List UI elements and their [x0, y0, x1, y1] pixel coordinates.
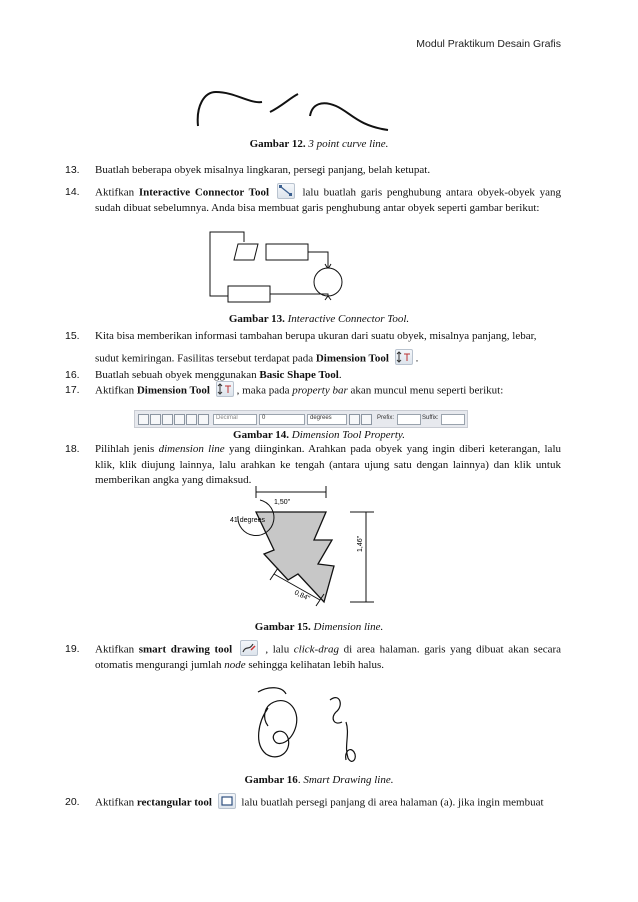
- list-item: [65, 383, 561, 399]
- item-number: 18.: [65, 443, 80, 455]
- figure-15-label: Gambar 15.: [254, 621, 311, 633]
- item-bold-text: Basic Shape Tool: [259, 369, 339, 381]
- smart-drawing-curve-4: [346, 722, 356, 761]
- lightning-shape: [256, 512, 334, 602]
- item-italic-text: click-drag: [293, 643, 339, 656]
- page-header: Modul Praktikum Desain Grafis: [416, 38, 561, 50]
- figure-14-caption: [0, 429, 638, 441]
- figure-13-label: Gambar 13.: [228, 313, 285, 325]
- auto-dimension-button[interactable]: [138, 414, 149, 425]
- list-item: [65, 329, 561, 367]
- item-text: , maka pada: [236, 384, 293, 397]
- figure-3-point-curves: [190, 86, 400, 136]
- figure-14-label: Gambar 14.: [233, 429, 290, 441]
- figure-15-text: Dimension line.: [313, 621, 384, 633]
- connector-line: [308, 252, 328, 268]
- dimension-style-value: Decimal: [216, 415, 238, 421]
- horizontal-dimension-button[interactable]: [162, 414, 173, 425]
- item-text: Buatlah sebuah obyek menggunakan: [95, 369, 260, 381]
- figure-12-label: Gambar 12.: [249, 138, 306, 150]
- dimension-line-top: [256, 486, 326, 498]
- curve-line-2: [270, 94, 298, 112]
- arrowhead: [325, 296, 331, 300]
- item-text: lalu buatlah garis penghubung antara obyek-obyek yang sudah dibuat sebelumnya. Anda bisa membuat garis penghubung antar obyek seperti gambar berikut:: [95, 186, 562, 215]
- item-text: Buatlah beberapa obyek misalnya lingkaran, persegi panjang, belah ketupat.: [95, 164, 431, 176]
- rectangle-shape-bottom: [228, 286, 270, 302]
- figure-16-text: Smart Drawing line.: [303, 774, 394, 786]
- connector-tool-icon: [277, 183, 295, 199]
- item-text: Aktifkan: [95, 796, 137, 809]
- figure-12-text: 3 point curve line.: [308, 138, 389, 150]
- dimension-label-right: 1,46": [357, 535, 364, 552]
- item-italic-text: property bar: [292, 384, 348, 397]
- item-text: Aktifkan: [95, 186, 139, 199]
- item-bold-text: Interactive Connector Tool: [138, 186, 270, 199]
- curve-line-1: [198, 92, 262, 126]
- dimension-precision-value: 0: [262, 415, 266, 421]
- item-number: 20.: [65, 796, 80, 808]
- prefix-input[interactable]: [397, 414, 421, 425]
- list-item: [65, 642, 562, 674]
- parallelogram-shape: [234, 244, 258, 260]
- suffix-label: Suffix:: [422, 415, 439, 421]
- prefix-label: Prefix:: [377, 415, 395, 421]
- dimension-tool-icon: [216, 381, 234, 397]
- rectangle-tool-icon: [218, 793, 236, 809]
- figure-13-caption: [0, 313, 638, 325]
- show-units-button[interactable]: [349, 414, 360, 425]
- item-text: .: [338, 369, 342, 381]
- connector-line: [270, 294, 328, 296]
- item-text: Aktifkan: [95, 643, 139, 656]
- figure-12-caption: [0, 138, 638, 150]
- dimension-units-value: degrees: [310, 415, 332, 421]
- item-text: di area halaman. garis yang dibuat akan secara otomatis mengurangi jumlah: [95, 643, 562, 672]
- figure-smart-drawing: [248, 682, 378, 768]
- vertical-dimension-button[interactable]: [150, 414, 161, 425]
- dimension-tool-icon: [395, 349, 413, 365]
- item-text: , lalu: [260, 643, 294, 656]
- list-item: [65, 368, 561, 384]
- item-text: Aktifkan: [95, 384, 137, 397]
- figure-16-caption: Gambar 16. Smart Drawing line.: [244, 774, 394, 786]
- item-number: 17.: [65, 384, 80, 396]
- item-number: 19.: [65, 643, 80, 655]
- item-text: lalu buatlah persegi panjang di area halaman (a). jika ingin membuat: [241, 796, 544, 809]
- rectangle-shape-right: [266, 244, 308, 260]
- slanted-dimension-button[interactable]: [174, 414, 185, 425]
- smart-drawing-curve-3: [330, 698, 342, 723]
- smart-drawing-curve-2: [258, 688, 286, 694]
- item-text: sehingga kelihatan lebih halus.: [245, 659, 385, 672]
- suffix-input[interactable]: [441, 414, 465, 425]
- circle-shape: [314, 268, 342, 296]
- dimension-style-select[interactable]: [213, 414, 257, 425]
- curve-line-3: [310, 103, 388, 130]
- figure-13-text: Interactive Connector Tool.: [287, 313, 410, 325]
- figure-15-caption: [0, 621, 638, 633]
- item-bold-text: rectangular tool: [136, 796, 212, 809]
- dimension-precision-select[interactable]: [259, 414, 305, 425]
- dimension-property-bar: [134, 410, 468, 428]
- list-item: [65, 795, 561, 811]
- callout-button[interactable]: [186, 414, 197, 425]
- item-text: yang diinginkan. Arahkan pada obyek yang ingin diberi keterangan, lalu klik, klik diujung lainnya, lalu arahkan ke tengah (antara ujung satu dengan lainnya) dan klik untuk memberikan angka yang dimaksud.: [95, 443, 561, 486]
- item-number: 15.: [65, 330, 80, 342]
- smart-drawing-tool-icon: [240, 640, 258, 656]
- item-bold-text: smart drawing tool: [138, 643, 233, 656]
- item-text: Pilihlah jenis: [95, 443, 159, 455]
- figure-connector-diagram: [200, 228, 360, 312]
- item-italic-text: node: [224, 659, 246, 672]
- list-item: [65, 163, 561, 179]
- figure-16-label: Gambar 16: [244, 774, 298, 786]
- item-text: sudut kemiringan. Fasilitas tersebut terdapat pada: [95, 352, 316, 365]
- list-item: [65, 185, 562, 217]
- figure-dimension-lines: [218, 480, 388, 610]
- item-number: 14.: [65, 186, 80, 198]
- item-text: Kita bisa memberikan informasi tambahan berupa ukuran dari suatu obyek, misalnya panjang, lebar,: [95, 330, 537, 342]
- dimension-line-right: [350, 512, 374, 602]
- item-number: 13.: [65, 164, 80, 176]
- dimension-label-slanted: 0,84": [293, 589, 311, 603]
- item-italic-text: dimension line: [158, 443, 225, 455]
- item-bold-text: Dimension Tool: [315, 352, 389, 365]
- dimension-units-select[interactable]: [307, 414, 347, 425]
- item-text: .: [415, 352, 419, 365]
- item-text: akan muncul menu seperti berikut:: [347, 384, 504, 397]
- connector-line: [210, 284, 228, 296]
- text-position-button[interactable]: [361, 414, 372, 425]
- item-bold-text: Dimension Tool: [136, 384, 210, 397]
- item-number: 16.: [65, 369, 80, 381]
- angular-dimension-button[interactable]: [198, 414, 209, 425]
- dimension-label-angle: 41 degrees: [230, 517, 266, 524]
- smart-drawing-curve-1: [259, 701, 297, 757]
- figure-14-text: Dimension Tool Property.: [291, 429, 405, 441]
- dimension-label-top: 1,50": [274, 499, 291, 506]
